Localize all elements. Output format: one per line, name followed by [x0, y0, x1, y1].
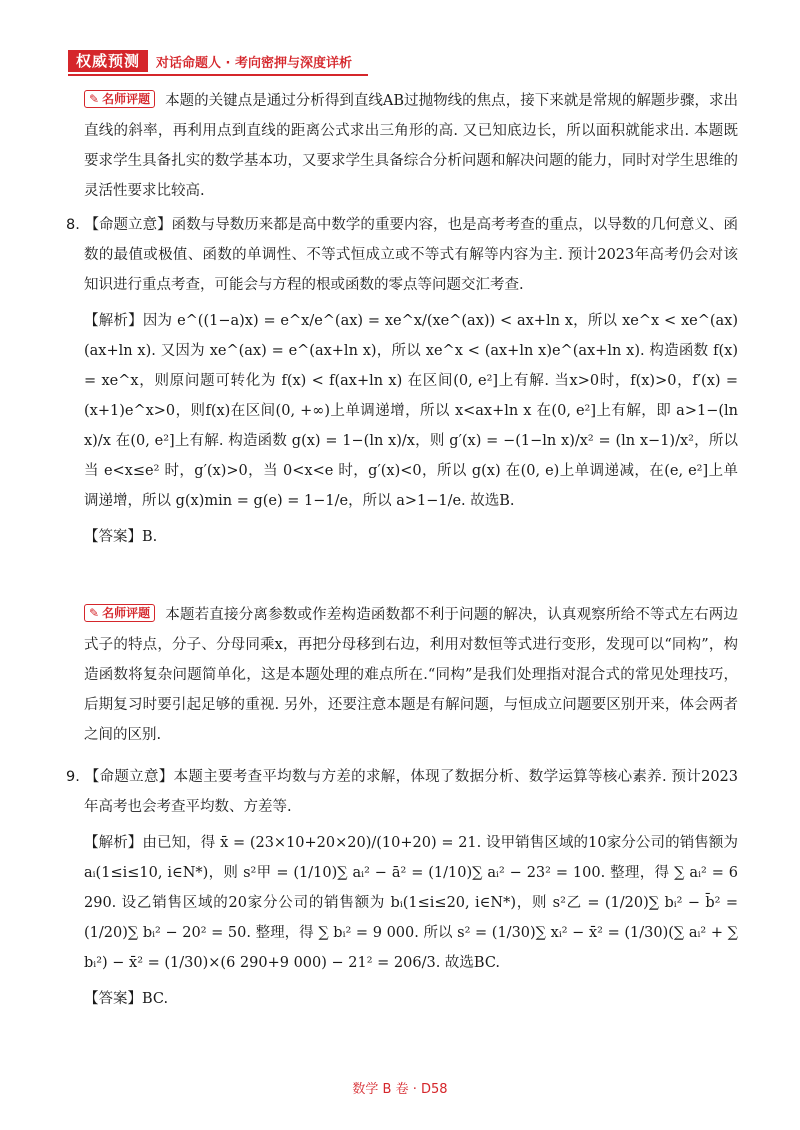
review-tag: ✎ 名师评题 [84, 604, 155, 622]
page-footer: 数学 B 卷 · D58 [352, 1082, 448, 1097]
review-text: 本题若直接分离参数或作差构造函数都不利于问题的解决，认真观察所给不等式左右两边式子的特点，分子、分母同乘x，再把分母移到右边，利用对数恒等式进行变形，发现可以“同构”，构造函数将复杂问题简单化，这是本题处理的难点所在.“同构”是我们处理指对混合式的常见处理技巧，后期复习时要引起足够的重视. 另外，还要注意本题是有解问题，与恒成立问题要区别开来，体会两者之间的区别. [84, 607, 738, 743]
question-8 [66, 210, 738, 552]
pen-icon: ✎ [89, 92, 100, 106]
review-text: 本题的关键点是通过分析得到直线AB过抛物线的焦点，接下来就是常规的解题步骤，求出直线的斜率，再利用点到直线的距离公式求出三角形的高. 又已知底边长，所以面积就能求出. 本题既要求学生具备扎实的数学基本功，又要求学生具备综合分析问题和解决问题的能力，同时对学生思维的灵活性要求比较高. [84, 93, 738, 199]
question-number: 9. [66, 769, 80, 785]
question-answer: 【答案】BC. [84, 991, 169, 1007]
review-block-1 [66, 86, 738, 206]
page-header [68, 50, 368, 72]
question-number: 8. [66, 217, 80, 233]
question-analysis: 【解析】因为 e^((1−a)x) = e^x/e^(ax) = xe^x/(xe^(ax)) < ax+ln x，所以 xe^x < xe^(ax)(ax+ln x). 又因为 xe^(ax) = e^(ax+ln x)，所以 xe^x < (ax+ln x)e^(ax+ln x). 构造函数 f(x) = xe^x，则原问题可转化为 f(x) < f(ax+ln x) 在区间(0, e²]上有解. 当x>0时，f(x)>0，f′(x) = (x+1)e^x>0，则f(x)在区间(0, +∞)上单调递增，所以 x<ax+ln x 在(0, e²]上有解，即 a>1−(ln x)/x 在(0, e²]上有解. 构造函数 g(x) = 1−(ln x)/x，则 g′(x) = −(1−ln x)/x² = (ln x−1)/x²，所以当 e<x≤e² 时，g′(x)>0，当 0<x<e 时，g′(x)<0，所以 g(x) 在(0, e)上单调递减，在(e, e²]上单调递增，所以 g(x)min = g(e) = 1−1/e，所以 a>1−1/e. 故选B. [84, 313, 738, 509]
question-answer: 【答案】B. [84, 529, 158, 545]
pen-icon: ✎ [89, 606, 100, 620]
review-block-2 [66, 600, 738, 750]
header-subtitle: 对话命题人 · 考向密押与深度详析 [156, 55, 353, 71]
question-9 [66, 762, 738, 1014]
header-divider [68, 74, 368, 76]
review-tag: ✎ 名师评题 [84, 90, 155, 108]
question-intent: 【命题立意】本题主要考查平均数与方差的求解，体现了数据分析、数学运算等核心素养. 预计2023年高考也会考查平均数、方差等. [84, 769, 739, 815]
question-intent: 【命题立意】函数与导数历来都是高中数学的重要内容，也是高考考查的重点，以导数的几何意义、函数的最值或极值、函数的单调性、不等式恒成立或不等式有解等内容为主. 预计2023年高考仍会对该知识进行重点考查，可能会与方程的根或函数的零点等问题交汇考查. [84, 217, 739, 293]
question-analysis: 【解析】由已知，得 x̄ = (23×10+20×20)/(10+20) = 21. 设甲销售区域的10家分公司的销售额为 aᵢ(1≤i≤10, i∈N*)，则 s²甲 = (1/10)∑ aᵢ² − ā² = (1/10)∑ aᵢ² − 23² = 100. 整理，得 ∑ aᵢ² = 6 290. 设乙销售区域的20家分公司的销售额为 bᵢ(1≤i≤20, i∈N*)，则 s²乙 = (1/20)∑ bᵢ² − b̄² = (1/20)∑ bᵢ² − 20² = 50. 整理，得 ∑ bᵢ² = 9 000. 所以 s² = (1/30)∑ xᵢ² − x̄² = (1/30)(∑ aᵢ² + ∑ bᵢ²) − x̄² = (1/30)×(6 290+9 000) − 21² = 206/3. 故选BC. [84, 835, 738, 971]
brand-label: 权威预测 [68, 50, 148, 72]
